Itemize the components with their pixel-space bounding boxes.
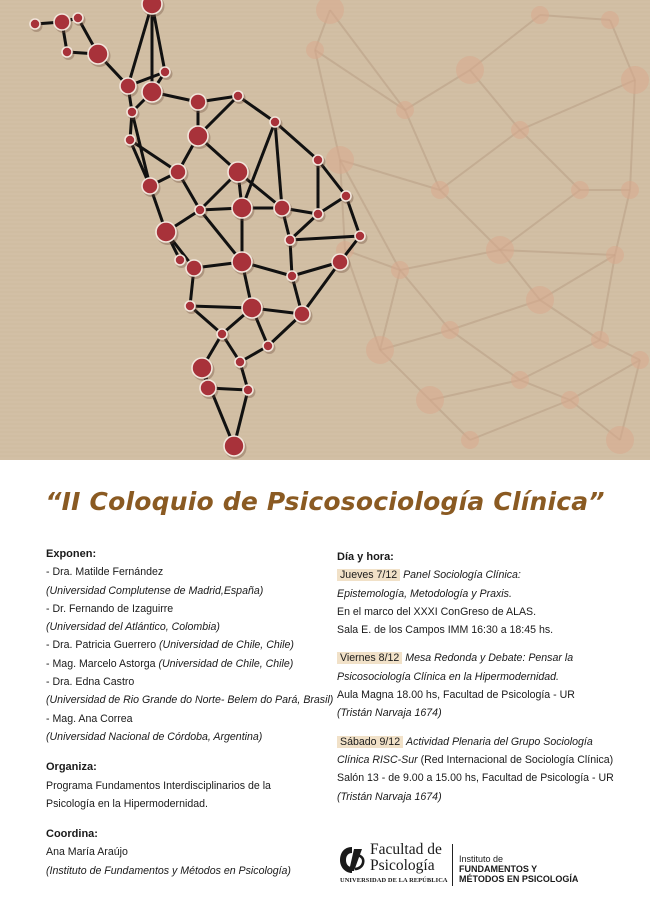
map-network-node	[232, 252, 252, 272]
map-network-node	[192, 358, 212, 378]
map-network-node	[170, 164, 186, 180]
event-date-highlight: Jueves 7/12	[337, 569, 400, 581]
map-network-node	[88, 44, 108, 64]
map-network-node	[54, 14, 70, 30]
map-network-node	[188, 126, 208, 146]
background-network-node	[631, 351, 649, 369]
map-network-node	[160, 67, 170, 77]
background-network-node	[306, 41, 324, 59]
event-line: Actividad Plenaria del Grupo Sociología	[406, 735, 593, 748]
background-network-node	[431, 181, 449, 199]
map-network-node	[228, 162, 248, 182]
left-column	[46, 545, 336, 880]
background-network-node	[441, 321, 459, 339]
background-network-node	[621, 66, 649, 94]
background-network-node	[486, 236, 514, 264]
schedule-heading: Día y hora:	[337, 551, 394, 563]
background-network-node	[416, 386, 444, 414]
instituto-line1: Instituto de	[459, 854, 504, 864]
map-network-node	[142, 0, 162, 14]
background-network-node	[366, 336, 394, 364]
map-network-node	[200, 380, 216, 396]
facultad-name-line1: Facultad de	[370, 841, 442, 858]
coordinator-affiliation: (Instituto de Fundamentos y Métodos en Psicología)	[46, 864, 291, 877]
speaker-name: - Dra. Edna Castro	[46, 676, 135, 689]
map-network-node	[120, 78, 136, 94]
background-network-node	[601, 11, 619, 29]
map-network-node	[355, 231, 365, 241]
background-network-node	[326, 146, 354, 174]
background-network-node	[606, 246, 624, 264]
map-network-node	[313, 155, 323, 165]
event-date-highlight: Sábado 9/12	[337, 736, 403, 748]
map-network-node	[274, 200, 290, 216]
background-network-node	[511, 371, 529, 389]
background-network-node	[531, 6, 549, 24]
map-network-node	[62, 47, 72, 57]
coordina-heading: Coordina:	[46, 828, 98, 841]
background-network-node	[606, 426, 634, 454]
speaker-affiliation: (Universidad de Chile, Chile)	[159, 639, 294, 652]
event-line: Psicosociología Clínica en la Hipermodernidad.	[337, 670, 559, 683]
background-network-node	[526, 286, 554, 314]
universidad-name: UNIVERSIDAD DE LA REPÚBLICA	[340, 877, 448, 884]
map-network-node	[232, 198, 252, 218]
map-network-node	[142, 178, 158, 194]
map-network-node	[142, 82, 162, 102]
instituto-line3: MÉTODOS EN PSICOLOGÍA	[459, 874, 579, 884]
speaker-name: - Dra. Patricia Guerrero	[46, 639, 160, 652]
footer-logos	[338, 842, 638, 892]
speaker-affiliation: (Universidad Nacional de Córdoba, Argentina)	[46, 730, 263, 743]
coordinator-name: Ana María Araújo	[46, 846, 128, 859]
map-network-node	[195, 205, 205, 215]
event-line: Epistemología, Metodología y Praxis.	[337, 587, 512, 600]
event-line: Clínica RISC-Sur	[337, 753, 418, 766]
organiza-line: Psicología en la Hipermodernidad.	[46, 797, 208, 810]
background-network-node	[571, 181, 589, 199]
map-network-node	[30, 19, 40, 29]
speaker-name: - Dra. Matilde Fernández	[46, 566, 164, 579]
event-line: Salón 13 - de 9.00 a 15.00 hs, Facultad de Psicología - UR	[337, 772, 614, 785]
map-network-node	[190, 94, 206, 110]
map-network-node	[294, 306, 310, 322]
speaker-affiliation: (Universidad de Rio Grande do Norte- Belem do Pará, Brasil)	[46, 694, 334, 707]
map-network-edge	[275, 122, 282, 208]
speaker-affiliation: (Universidad Complutense de Madrid,España)	[46, 584, 264, 597]
map-network-node	[341, 191, 351, 201]
event-line: Panel Sociología Clínica:	[403, 569, 521, 582]
map-network-node	[73, 13, 83, 23]
speaker-affiliation: (Universidad de Chile, Chile)	[158, 657, 294, 670]
map-network-node	[242, 298, 262, 318]
background-network-edge	[405, 110, 440, 190]
map-network-node	[156, 222, 176, 242]
event-line: Mesa Redonda y Debate: Pensar la	[405, 652, 574, 665]
map-network-node	[186, 260, 202, 276]
map-network-node	[127, 107, 137, 117]
speaker-name: - Mag. Ana Correa	[46, 712, 133, 725]
event-line: Sala E. de los Campos IMM 16:30 a 18:45 hs.	[337, 624, 554, 637]
map-network-node	[224, 436, 244, 456]
organiza-line: Programa Fundamentos Interdisciplinarios de la	[46, 779, 271, 792]
event-line: Aula Magna 18.00 hs, Facultad de Psicología - UR	[337, 689, 575, 702]
map-network-node	[243, 385, 253, 395]
background-network-node	[621, 181, 639, 199]
map-network-edge	[242, 122, 275, 208]
background-network-node	[461, 431, 479, 449]
map-network-node	[233, 91, 243, 101]
event-title: “II Coloquio de Psicosociología Clínica”	[45, 487, 605, 516]
map-network-node	[313, 209, 323, 219]
map-network-node	[175, 255, 185, 265]
background-network-node	[456, 56, 484, 84]
right-column	[337, 548, 637, 806]
map-network-node	[185, 301, 195, 311]
map-network-node	[332, 254, 348, 270]
map-network-edge	[290, 236, 360, 240]
map-network-node	[217, 329, 227, 339]
background-network-node	[391, 261, 409, 279]
instituto-line2: FUNDAMENTOS Y	[459, 864, 538, 874]
speaker-name: - Dr. Fernando de Izaguirre	[46, 602, 174, 615]
background-network-node	[396, 101, 414, 119]
event-line: En el marco del XXXI ConGreso de ALAS.	[337, 605, 537, 618]
facultad-psicologia-logo-icon	[338, 845, 366, 875]
event-line: (Tristán Narvaja 1674)	[337, 790, 442, 803]
event-line: (Red Internacional de Sociología Clínica)	[417, 753, 614, 766]
background-network-node	[511, 121, 529, 139]
logo-divider	[452, 844, 453, 886]
facultad-name-line2: Psicología	[370, 857, 435, 874]
event-date-highlight: Viernes 8/12	[337, 652, 402, 664]
event-line: (Tristán Narvaja 1674)	[337, 707, 442, 720]
map-network-node	[285, 235, 295, 245]
organiza-heading: Organiza:	[46, 761, 97, 774]
map-network-node	[235, 357, 245, 367]
map-network-node	[263, 341, 273, 351]
background-network-node	[591, 331, 609, 349]
speaker-affiliation: (Universidad del Atlántico, Colombia)	[46, 621, 220, 634]
map-network-node	[287, 271, 297, 281]
map-network-node	[125, 135, 135, 145]
map-network-node	[270, 117, 280, 127]
speaker-name: - Mag. Marcelo Astorga	[46, 657, 159, 670]
background-network-node	[561, 391, 579, 409]
exponen-heading: Exponen:	[46, 548, 97, 560]
